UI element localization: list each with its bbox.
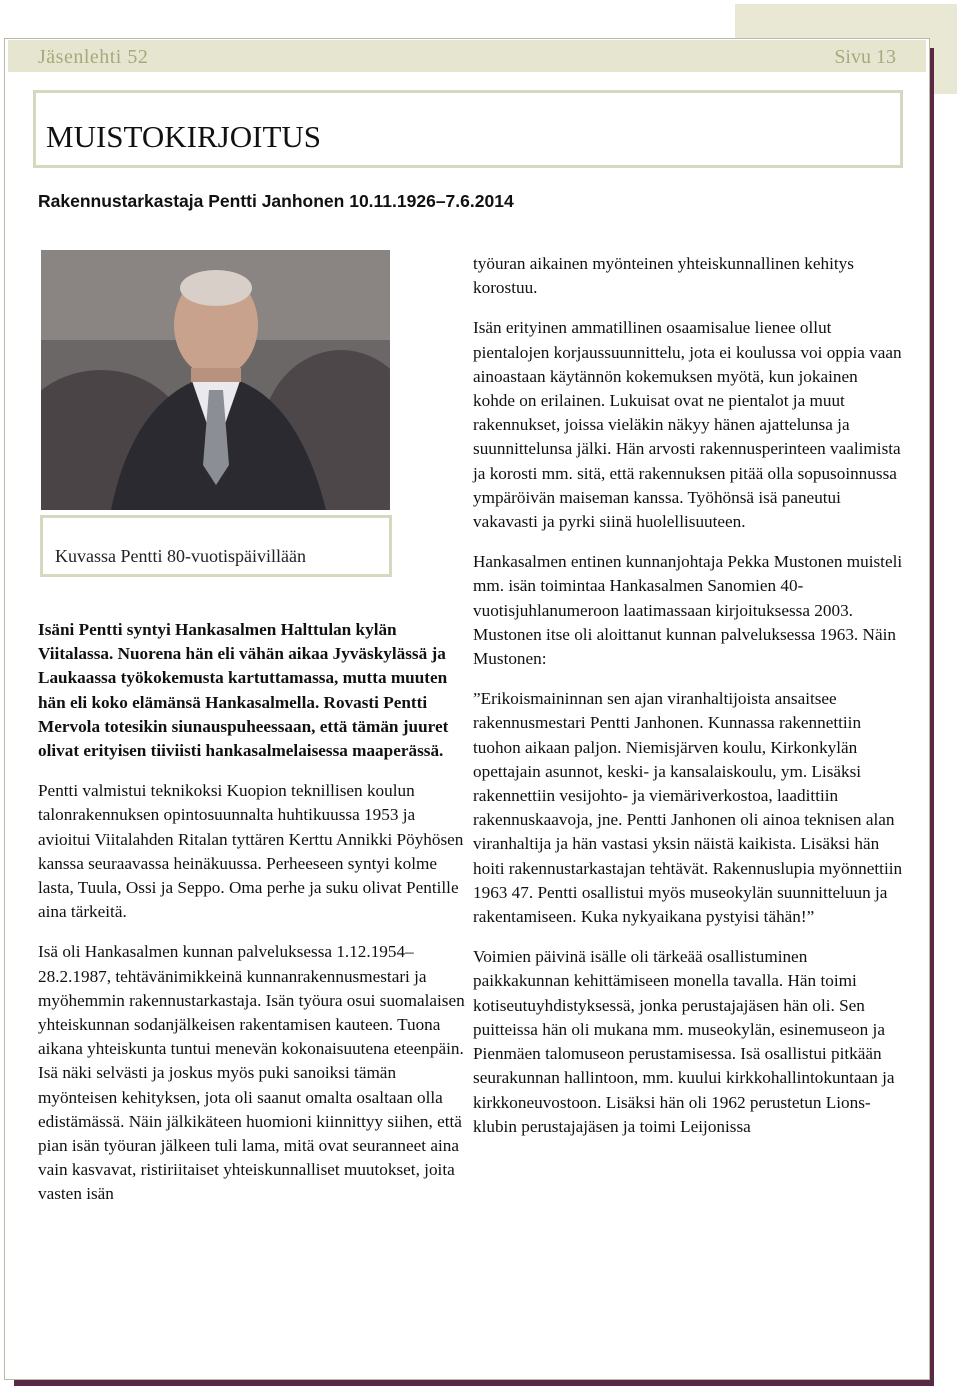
- quote-paragraph: ”Erikoismaininnan sen ajan viranhaltijoista ansaitsee rakennusmestari Pentti Janhonen. Kunnassa rakennettiin tuohon aikaan paljon. Niemisjärven koulu, Kirkonkylän opettajain asunnot, keski- ja kansalaiskoulu, ym. Lisäksi rakennettiin vesijohto- ja viemäriverkostoa, laadittiin rakennuskaavoja, jne. Pentti Janhonen oli ainoa teknisen alan viranhaltija ja hän vastasi yksin näistä kaikista. Lisäksi hän hoiti rakennustarkastajan tehtävät. Rakennuslupia myönnettiin 1963 47. Pentti osallistui myös museokylän suunnitteluun ja rakentamiseen. Kuka nykyaikana pystyisi tähän!”: [473, 689, 903, 927]
- intro-paragraph: Isäni Pentti syntyi Hankasalmen Halttulan kylän Viitalassa. Nuorena hän eli vähän aikaa Jyväskylässä ja Laukaassa työkokemusta kartuttamassa, mutta muuten hän eli koko elämänsä Hankasalmella. Rovasti Pentti Mervola totesikin siunauspuheessaan, että tämän juuret olivat erityisen tiiviisti hankasalmelaisessa maaperässä.: [38, 620, 449, 761]
- paragraph: Pentti valmistui teknikoksi Kuopion teknillisen koulun talonrakennuksen opintosuunnalta huhtikuussa 1953 ja avioitui Viitalahden Ritalan tyttären Kerttu Annikki Pöyhösen kanssa seuraavassa heinäkuussa. Perheeseen syntyi kolme lasta, Tuula, Ossi ja Seppo. Oma perhe ja suku olivat Pentille aina tärkeitä.: [38, 781, 464, 922]
- page-number: Sivu 13: [834, 46, 896, 68]
- paragraph: Isä oli Hankasalmen kunnan palveluksessa 1.12.1954–28.2.1987, tehtävänimikkeinä kunnanrakennusmestari ja myöhemmin rakennustarkastaja. Isän työura osui suomalaisen yhteiskunnan sodanjälkeisen rakentamisen kauteen. Tuona aikana yhteiskunta tuntui menevän kokonaisuutena eteenpäin. Isä näki selvästi ja joskus myös puki sanoiksi tämän myönteisen kehityksen, jota oli saanut omalta osaltaan olla edistämässä. Näin jälkikäteen huomioni kiinnittyy siihen, että pian isän työuran jälkeen tuli lama, mitä ovat seuranneet aina vain kasvavat, ristiriitaiset yhteiskunnalliset muutokset, joita vasten isän: [38, 942, 465, 1204]
- left-column: [38, 618, 468, 1223]
- portrait-photo: [41, 250, 390, 510]
- page-header: [8, 40, 926, 72]
- title-box: [33, 90, 903, 168]
- photo-caption: Kuvassa Pentti 80-vuotispäivillään: [55, 546, 306, 566]
- page-title: MUISTOKIRJOITUS: [46, 119, 322, 154]
- paragraph: Hankasalmen entinen kunnanjohtaja Pekka Mustonen muisteli mm. isän toimintaa Hankasalmen Sanomien 40-vuotisjuhlanumeroon laatimassaan kirjoituksessa 2003. Mustonen itse oli aloittanut kunnan palveluksessa 1963. Näin Mustonen:: [473, 552, 903, 669]
- magazine-issue: Jäsenlehti 52: [38, 46, 149, 68]
- paragraph: Voimien päivinä isälle oli tärkeää osallistuminen paikkakunnan kehittämiseen monella tavalla. Hän toimi kotiseutuyhdistyksessä, jonka perustajajäsen hän oli. Sen puitteissa hän oli mukana mm. museokylän, esinemuseon ja Pienmäen talomuseon perustamisessa. Isä osallistui pitkään seurakunnan hallintoon, mm. kuului kirkkohallintokuntaan ja kirkkoneuvostoon. Lisäksi hän oli 1962 perustetun Lions-klubin perustajajäsen ja toimi Leijonissa: [473, 947, 895, 1136]
- right-column: [473, 252, 903, 1155]
- photo-caption-box: [40, 515, 392, 577]
- paragraph: Isän erityinen ammatillinen osaamisalue lienee ollut pientalojen korjaussuunnittelu, jota ei koulussa voi oppia vaan ainoastaan käytännön kokemuksen myötä, kun jokainen kohde on erilainen. Lukuisat ovat ne pientalot ja muut rakennukset, joissa vieläkin näkyy hänen ajattelunsa ja suunnittelunsa jälki. Hän arvosti rakennusperinteen vaalimista ja korosti mm. sitä, että rakennuksen pitää olla sopusoinnussa ympäröivän maiseman kanssa. Työhönsä isä paneutui vakavasti ja pyrki siinä huolellisuuteen.: [473, 318, 902, 532]
- portrait-image: [41, 250, 390, 510]
- article-subtitle: Rakennustarkastaja Pentti Janhonen 10.11.1926–7.6.2014: [38, 191, 514, 211]
- paragraph: työuran aikainen myönteinen yhteiskunnallinen kehitys korostuu.: [473, 254, 854, 298]
